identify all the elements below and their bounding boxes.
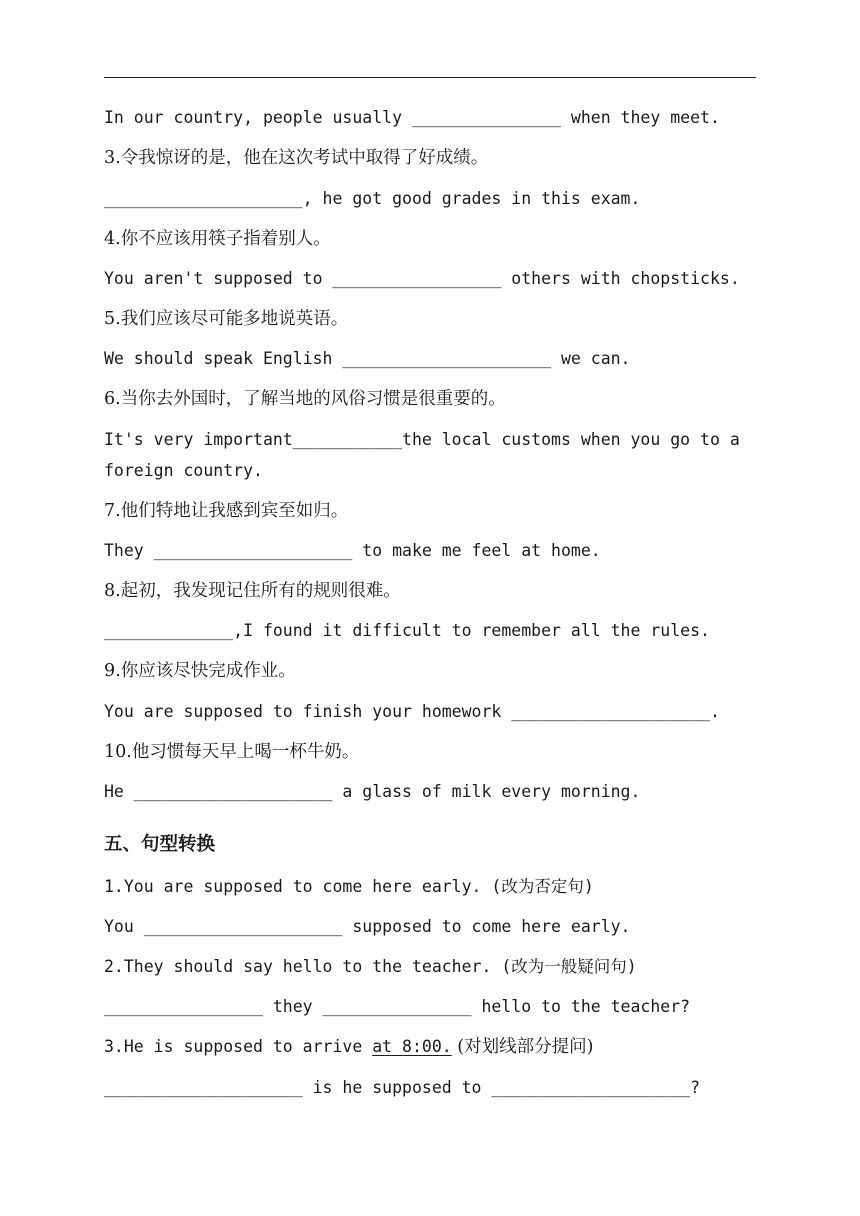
translation-line: 9.你应该尽快完成作业。 — [104, 661, 296, 681]
header-rule — [104, 77, 756, 78]
translation-line: They ____________________ to make me feel at home. — [104, 541, 601, 560]
translation-line: You aren't supposed to _________________ others with chopsticks. — [104, 269, 740, 288]
section-heading: 五、句型转换 — [104, 834, 216, 855]
translation-line: 3.令我惊讶的是，他在这次考试中取得了好成绩。 — [104, 148, 489, 168]
translation-line: We should speak English _____________________ we can. — [104, 349, 631, 368]
item3-answer-line: ____________________ is he supposed to ____________________? — [104, 1078, 701, 1097]
transformation-line: 1.You are supposed to come here early. (改为否定句) — [104, 877, 594, 896]
translation-line: ____________________, he got good grades in this exam. — [104, 189, 641, 208]
item3-prefix: 3.He is supposed to arrive — [104, 1037, 373, 1056]
translation-line: 6.当你去外国时，了解当地的风俗习惯是很重要的。 — [104, 389, 506, 409]
transformation-line: ________________ they _______________ hello to the teacher? — [104, 997, 691, 1016]
translation-line: You are supposed to finish your homework ____________________. — [104, 702, 720, 721]
transformation-line: 2.They should say hello to the teacher. (改为一般疑问句) — [104, 957, 637, 976]
translation-line: He ____________________ a glass of milk every morning. — [104, 782, 641, 801]
translation-line: 5.我们应该尽可能多地说英语。 — [104, 309, 349, 329]
translation-line: 7.他们特地让我感到宾至如归。 — [104, 501, 349, 521]
translation-line: 4.你不应该用筷子指着别人。 — [104, 229, 331, 249]
item3-instruction: (对划线部分提问) — [451, 1037, 594, 1057]
translation-line: It's very important___________the local customs when you go to a — [104, 430, 740, 449]
translation-line: 8.起初，我发现记住所有的规则很难。 — [104, 581, 401, 601]
translation-line: _____________,I found it difficult to remember all the rules. — [104, 621, 710, 640]
transformation-item-3 — [104, 1037, 593, 1057]
translation-line: In our country, people usually _______________ when they meet. — [104, 108, 720, 127]
item3-underlined-part: at 8:00. — [372, 1037, 452, 1056]
translation-line: foreign country. — [104, 461, 263, 480]
translation-line: 10.他习惯每天早上喝一杯牛奶。 — [104, 742, 360, 762]
transformation-line: You ____________________ supposed to come here early. — [104, 917, 631, 936]
